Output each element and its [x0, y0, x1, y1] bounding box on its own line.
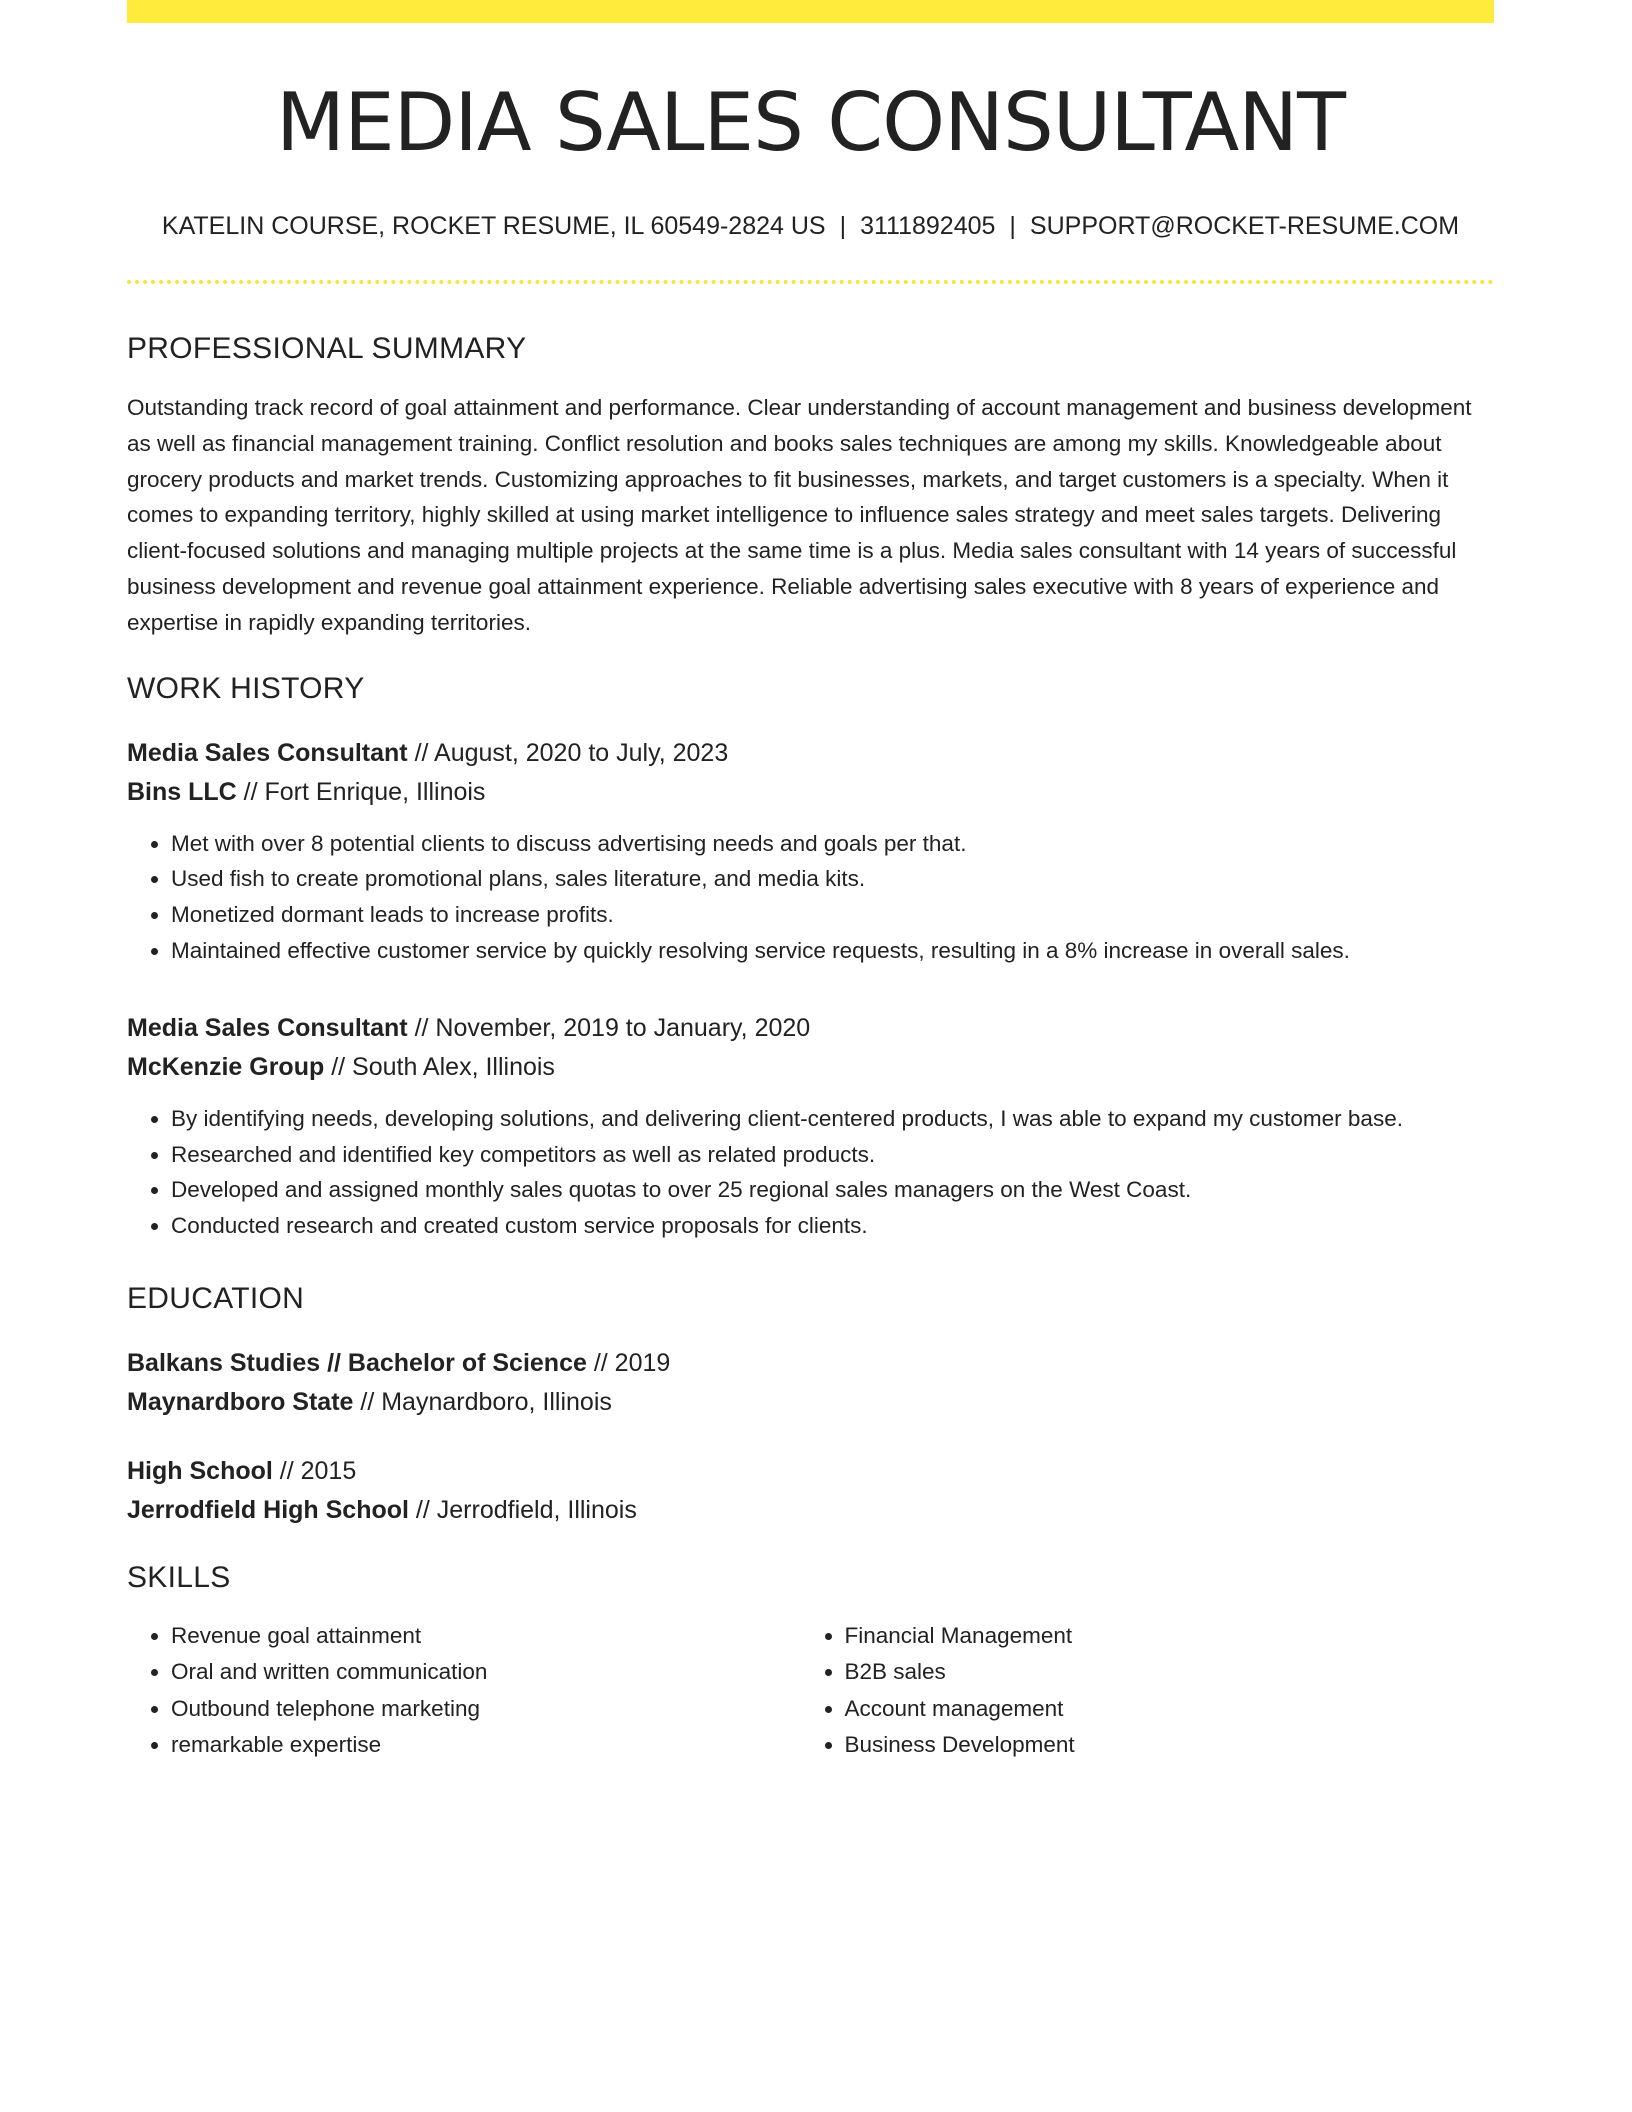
list-item: • Researched and identified key competitors as well as related products.	[171, 1137, 1494, 1173]
job-role: Media Sales Consultant	[127, 738, 408, 767]
education-degree-line	[127, 1452, 1494, 1491]
job-entry	[127, 734, 1494, 969]
list-item: • Conducted research and created custom service proposals for clients.	[171, 1208, 1494, 1244]
list-item: • Met with over 8 potential clients to discuss advertising needs and goals per that.	[171, 826, 1494, 862]
contact-phone: 3111892405	[860, 212, 996, 240]
job-entry	[127, 1009, 1494, 1244]
education-school: Jerrodfield High School	[127, 1495, 409, 1524]
section-title-skills: SKILLS	[127, 1560, 231, 1594]
skill-item: • Account management	[845, 1691, 1494, 1728]
job-dates: // August, 2020 to July, 2023	[407, 738, 729, 767]
skills-grid	[127, 1618, 1494, 1764]
skill-item: • B2B sales	[845, 1654, 1494, 1691]
education-year: // 2019	[586, 1348, 671, 1377]
education-entry	[127, 1452, 1494, 1530]
resume-page	[127, 0, 1494, 1764]
list-item: • By identifying needs, developing solutions, and delivering client-centered products, I was able to expand my customer base.	[171, 1101, 1494, 1137]
skill-item: • Revenue goal attainment	[171, 1618, 801, 1655]
skill-item: • Financial Management	[845, 1618, 1494, 1655]
skills-list-right	[801, 1618, 1494, 1764]
section-title-summary: PROFESSIONAL SUMMARY	[127, 332, 527, 365]
education-school: Maynardboro State	[127, 1387, 354, 1416]
job-bullets	[127, 826, 1494, 969]
job-company: Bins LLC	[127, 777, 237, 806]
job-company-line	[127, 773, 1494, 812]
list-item: • Used fish to create promotional plans, sales literature, and media kits.	[171, 861, 1494, 897]
skill-item: • Outbound telephone marketing	[171, 1691, 801, 1728]
education-year: // 2015	[272, 1456, 357, 1485]
contact-separator: |	[1009, 212, 1016, 240]
job-role-line	[127, 1009, 1494, 1048]
education-school-line	[127, 1383, 1494, 1422]
education-entry	[127, 1344, 1494, 1422]
job-bullets	[127, 1101, 1494, 1244]
accent-bar	[127, 0, 1494, 23]
job-role-line	[127, 734, 1494, 773]
job-role: Media Sales Consultant	[127, 1013, 408, 1042]
job-dates: // November, 2019 to January, 2020	[407, 1013, 811, 1042]
list-item: • Developed and assigned monthly sales quotas to over 25 regional sales managers on the West Coast.	[171, 1172, 1494, 1208]
job-location: // Fort Enrique, Illinois	[236, 777, 486, 806]
job-company-line	[127, 1048, 1494, 1087]
list-item: • Maintained effective customer service by quickly resolving service requests, resulting in a 8% increase in overall sales.	[171, 933, 1494, 969]
education-degree: High School	[127, 1456, 273, 1485]
skill-item: • Oral and written communication	[171, 1654, 801, 1691]
contact-separator: |	[839, 212, 847, 240]
skill-item: • Business Development	[845, 1727, 1494, 1764]
education-degree-line	[127, 1344, 1494, 1383]
list-item: • Monetized dormant leads to increase profits.	[171, 897, 1494, 933]
skill-item: • remarkable expertise	[171, 1727, 801, 1764]
resume-title: MEDIA SALES CONSULTANT	[276, 76, 1345, 169]
contact-email: SUPPORT@ROCKET-RESUME.COM	[1029, 212, 1460, 240]
dotted-divider	[127, 280, 1494, 284]
contact-line	[127, 211, 1494, 241]
education-location: // Maynardboro, Illinois	[353, 1387, 612, 1416]
education-school-line	[127, 1491, 1494, 1530]
education-degree: Balkans Studies // Bachelor of Science	[127, 1348, 587, 1377]
section-title-education: EDUCATION	[127, 1281, 305, 1315]
job-location: // South Alex, Illinois	[324, 1052, 555, 1081]
contact-address: KATELIN COURSE, ROCKET RESUME, IL 60549-2824 US	[161, 212, 826, 240]
summary-text: Outstanding track record of goal attainment and performance. Clear understanding of account management and business development as well as financial management training. Conflict resolution and books sales techniques are among my skills. Knowledgeable about grocery products and market trends. Customizing approaches to fit businesses, markets, and target customers is a specialty. When it comes to expanding territory, highly skilled at using market intelligence to influence sales strategy and meet sales targets. Delivering client-focused solutions and managing multiple projects at the same time is a plus. Media sales consultant with 14 years of successful business development and revenue goal attainment experience. Reliable advertising sales executive with 8 years of experience and expertise in rapidly expanding territories.	[127, 395, 1472, 635]
section-title-work-history: WORK HISTORY	[127, 671, 365, 705]
job-company: McKenzie Group	[127, 1052, 325, 1081]
skills-list-left	[127, 1618, 801, 1764]
education-location: // Jerrodfield, Illinois	[408, 1495, 637, 1524]
